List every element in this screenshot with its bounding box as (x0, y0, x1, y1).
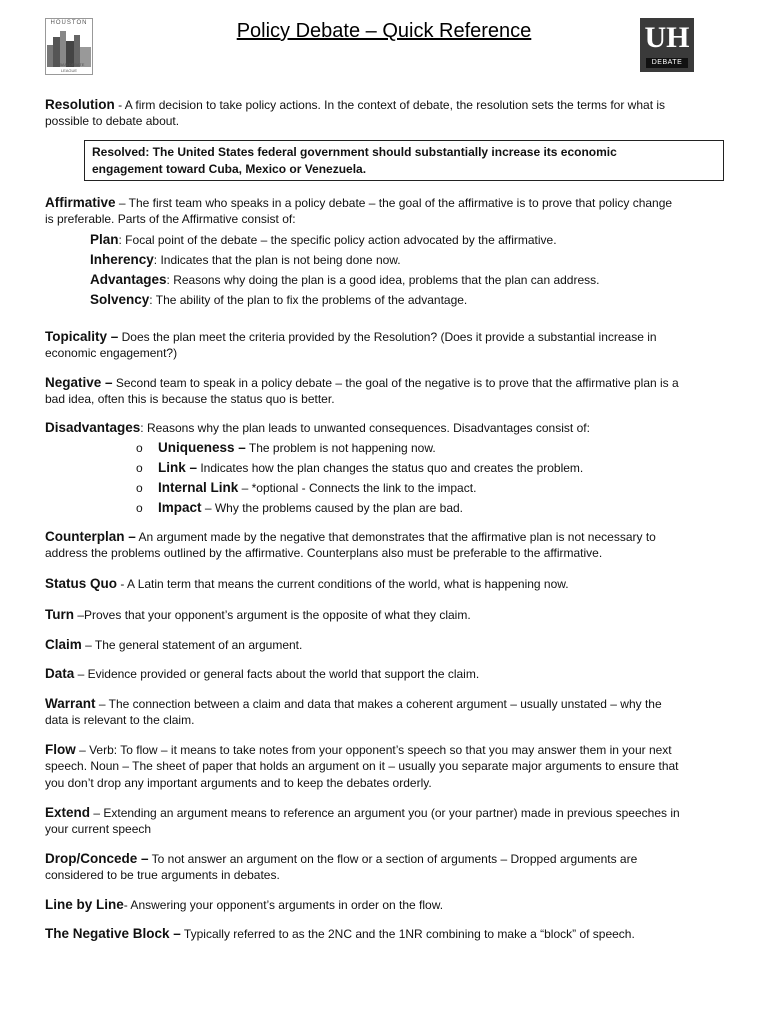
flow-text: – Verb: To flow – it means to take notes from your opponent’s speech so that you may answer them in your next (75, 743, 672, 757)
affirmative-part-solvency (90, 291, 467, 309)
term-uniqueness: Uniqueness – (158, 440, 246, 455)
plan-text: : Focal point of the debate – the specific policy action advocated by the affirmative. (118, 233, 557, 247)
status-quo-line (45, 575, 569, 593)
warrant-text: – The connection between a claim and data that makes a coherent argument – usually unstated – why the (95, 697, 662, 711)
negative-block-line (45, 925, 635, 943)
turn-line (45, 606, 471, 624)
term-flow: Flow (45, 742, 76, 757)
solvency-text: : The ability of the plan to fix the problems of the advantage. (149, 293, 468, 307)
term-drop-concede: Drop/Concede – (45, 851, 149, 866)
resolution-box-line-1: Resolved: The United States federal government should substantially increase its economic (92, 145, 617, 159)
uh-debate-label: DEBATE (646, 58, 688, 68)
term-counterplan: Counterplan – (45, 529, 136, 544)
flow-line-2: speech. Noun – The sheet of paper that holds an argument on it – usually you separate major arguments to ensure that (45, 759, 679, 773)
link-text: Indicates how the plan changes the status quo and creates the problem. (197, 461, 584, 475)
bullet-impact: o (136, 501, 143, 515)
disadvantages-text: : Reasons why the plan leads to unwanted consequences. Disadvantages consist of: (140, 421, 590, 435)
resolution-box-line-2: engagement toward Cuba, Mexico or Venezuela. (92, 162, 367, 176)
topicality-line-1 (45, 328, 657, 346)
counterplan-line-2: address the problems outlined by the affirmative. Counterplans also must be preferable to the affirmative. (45, 546, 603, 560)
affirmative-part-inherency (90, 251, 401, 269)
affirmative-line-2: is preferable. Parts of the Affirmative consist of: (45, 212, 296, 226)
resolution-line-1 (45, 96, 665, 114)
affirmative-line-1 (45, 194, 672, 212)
negative-line-2: bad idea, often this is because the status quo is better. (45, 392, 335, 406)
resolution-box (84, 140, 724, 181)
uh-debate-logo (640, 18, 694, 72)
negative-block-text: Typically referred to as the 2NC and the 1NR combining to make a “block” of speech. (180, 927, 635, 941)
line-by-line-line (45, 896, 443, 914)
term-line-by-line: Line by Line (45, 897, 124, 912)
bullet-uniqueness: o (136, 441, 143, 455)
affirmative-part-advantages (90, 271, 599, 289)
topicality-text: Does the plan meet the criteria provided by the Resolution? (Does it provide a substantial increase in (118, 330, 657, 344)
negative-text: Second team to speak in a policy debate – the goal of the negative is to prove that the affirmative plan is a (112, 376, 679, 390)
warrant-line-1 (45, 695, 662, 713)
disadvantage-part-impact (158, 499, 463, 517)
topicality-line-2: economic engagement?) (45, 346, 178, 360)
resolution-text: - A firm decision to take policy actions. In the context of debate, the resolution sets the terms for what is (114, 98, 666, 112)
negative-line-1 (45, 374, 679, 392)
extend-line-1 (45, 804, 680, 822)
disadvantage-part-internal-link (158, 479, 476, 497)
extend-text: – Extending an argument means to reference an argument you (or your partner) made in previous speeches in (90, 806, 680, 820)
claim-line (45, 636, 302, 654)
inherency-text: : Indicates that the plan is not being done now. (153, 253, 401, 267)
drop-text: To not answer an argument on the flow or a section of arguments – Dropped arguments are (148, 852, 638, 866)
term-topicality: Topicality – (45, 329, 119, 344)
flow-line-3: you don’t drop any important arguments and to keep the debates orderly. (45, 776, 432, 790)
term-link: Link – (158, 460, 198, 475)
term-disadvantages: Disadvantages (45, 420, 141, 435)
counterplan-line-1 (45, 528, 656, 546)
turn-text: –Proves that your opponent’s argument is the opposite of what they claim. (74, 608, 471, 622)
term-plan: Plan (90, 232, 119, 247)
term-warrant: Warrant (45, 696, 96, 711)
term-solvency: Solvency (90, 292, 150, 307)
flow-line-1 (45, 741, 672, 759)
term-data: Data (45, 666, 75, 681)
term-claim: Claim (45, 637, 82, 652)
warrant-line-2: data is relevant to the claim. (45, 713, 195, 727)
term-advantages: Advantages (90, 272, 167, 287)
resolution-line-2: possible to debate about. (45, 114, 180, 128)
data-text: – Evidence provided or general facts about the world that support the claim. (74, 667, 480, 681)
term-negative: Negative – (45, 375, 113, 390)
advantages-text: : Reasons why doing the plan is a good idea, problems that the plan can address. (166, 273, 600, 287)
term-resolution: Resolution (45, 97, 115, 112)
term-impact: Impact (158, 500, 202, 515)
line-by-line-text: - Answering your opponent’s arguments in order on the flow. (123, 898, 444, 912)
term-turn: Turn (45, 607, 74, 622)
claim-text: – The general statement of an argument. (81, 638, 303, 652)
status-quo-text: - A Latin term that means the current conditions of the world, what is happening now. (117, 577, 569, 591)
page-title: Policy Debate – Quick Reference (236, 20, 532, 42)
logo-left-top-text: HOUSTON (50, 20, 88, 26)
term-extend: Extend (45, 805, 91, 820)
term-inherency: Inherency (90, 252, 154, 267)
counterplan-text: An argument made by the negative that demonstrates that the affirmative plan is not necessary to (135, 530, 656, 544)
affirmative-text: – The first team who speaks in a policy debate – the goal of the affirmative is to prove that policy change (115, 196, 673, 210)
data-line (45, 665, 479, 683)
drop-line-2: considered to be true arguments in debates. (45, 868, 280, 882)
bullet-internal-link: o (136, 481, 143, 495)
term-affirmative: Affirmative (45, 195, 116, 210)
affirmative-part-plan (90, 231, 557, 249)
uniqueness-text: The problem is not happening now. (245, 441, 436, 455)
document-header (0, 0, 768, 80)
uh-monogram: UH (644, 21, 690, 54)
disadvantage-part-uniqueness (158, 439, 436, 457)
drop-line-1 (45, 850, 637, 868)
bullet-link: o (136, 461, 143, 475)
logo-left-bottom-text: URBAN DEBATE LEAGUE (53, 62, 85, 73)
disadvantage-part-link (158, 459, 583, 477)
impact-text: – Why the problems caused by the plan are bad. (201, 501, 464, 515)
internal-link-text: – *optional - Connects the link to the impact. (238, 481, 477, 495)
disadvantages-line-1 (45, 419, 590, 437)
extend-line-2: your current speech (45, 822, 152, 836)
term-negative-block: The Negative Block – (45, 926, 181, 941)
term-status-quo: Status Quo (45, 576, 118, 591)
term-internal-link: Internal Link (158, 480, 239, 495)
